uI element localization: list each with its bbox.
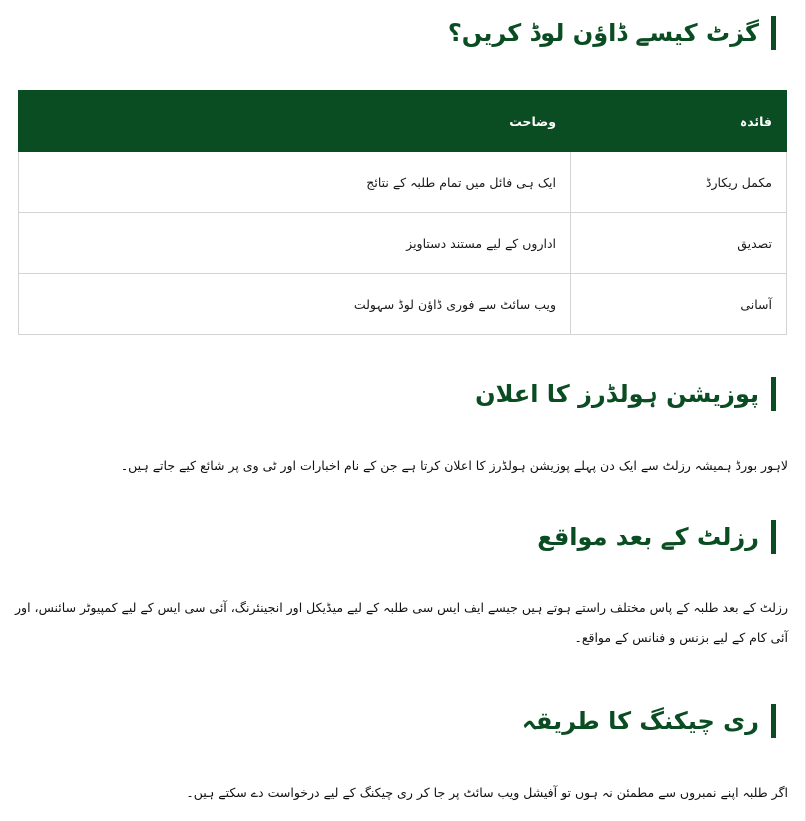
table-header-row [19,91,787,152]
table-row [19,213,787,274]
paragraph-after-result: رزلٹ کے بعد طلبہ کے پاس مختلف راستے ہوتے ہیں جیسے ایف ایس سی طلبہ کے لیے میڈیکل اور انجینئرنگ، آئی سی ایس کے لیے کمپیوٹر سائنس، اور آئی کام کے لیے بزنس و فنانس کے مواقع۔ [15,600,788,645]
paragraph-position-holders: لاہور بورڈ ہمیشہ رزلٹ سے ایک دن پہلے پوزیشن ہولڈرز کا اعلان کرتا ہے جن کے نام اخبارات اور ٹی وی پر شائع کیے جاتے ہیں۔ [120,458,788,473]
heading-after-result: رزلٹ کے بعد مواقع [537,520,776,554]
table-header-benefit: فائدہ [571,91,787,152]
table-cell-explanation: ایک ہی فائل میں تمام طلبہ کے نتائج [19,152,571,213]
table-cell-benefit: مکمل ریکارڈ [571,152,787,213]
benefits-table [18,90,787,335]
heading-rechecking: ری چیکنگ کا طریقہ [522,704,776,738]
table-row [19,152,787,213]
table-cell-benefit: آسانی [571,274,787,335]
table-cell-explanation: اداروں کے لیے مستند دستاویز [19,213,571,274]
heading-position-holders: پوزیشن ہولڈرز کا اعلان [475,377,776,411]
heading-download: گزٹ کیسے ڈاؤن لوڈ کریں؟ [448,16,776,50]
paragraph-rechecking: اگر طلبہ اپنے نمبروں سے مطمئن نہ ہوں تو آفیشل ویب سائٹ پر جا کر ری چیکنگ کے لیے درخواست دے سکتے ہیں۔ [186,785,788,800]
table-cell-benefit: تصدیق [571,213,787,274]
table-header-explanation: وضاحت [19,91,571,152]
table-cell-explanation: ویب سائٹ سے فوری ڈاؤن لوڈ سہولت [19,274,571,335]
table-row [19,274,787,335]
